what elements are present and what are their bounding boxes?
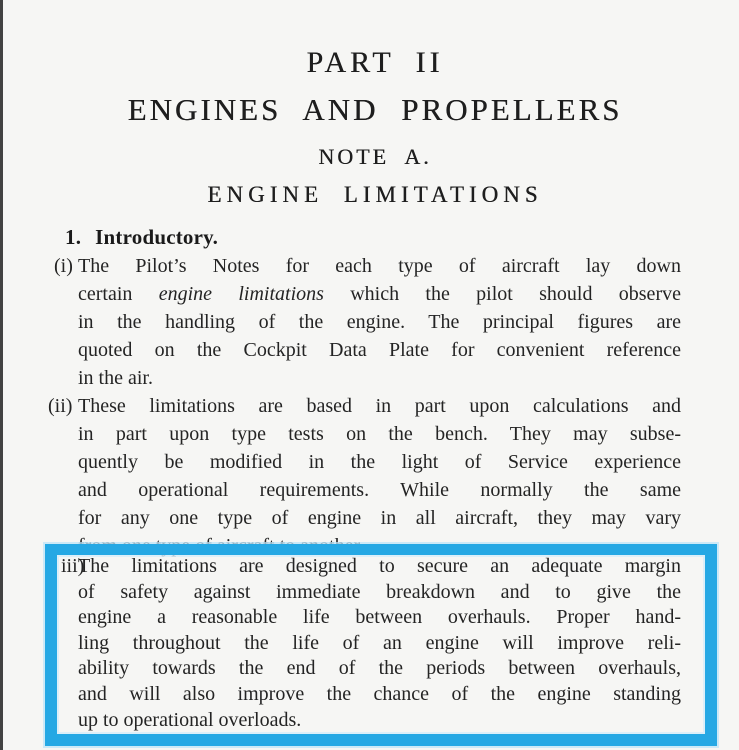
intro-heading-number: 1. (65, 225, 82, 249)
text-line: certain engine limitations which the pilot should observe (78, 283, 681, 305)
intro-heading-text: Introductory. (95, 225, 219, 249)
text-line: from one type of aircraft to another. (78, 535, 364, 557)
text-line: in the air. (78, 367, 153, 389)
scan-edge-artifact (0, 0, 3, 750)
text-line: in the handling of the engine. The principal figures are (78, 311, 681, 333)
text-line: of safety against immediate breakdown and to give the (78, 580, 681, 603)
paragraph-label: (ii) (48, 395, 73, 417)
text-line: ling throughout the life of an engine will improve reli- (78, 631, 681, 654)
text-line: ability towards the end of the periods between overhauls, (78, 657, 681, 680)
paragraph (45, 252, 705, 392)
section-title: ENGINES AND PROPELLERS (127, 92, 623, 127)
subject-title: ENGINE LIMITATIONS (207, 182, 543, 207)
text-line: for any one type of engine in all aircraft, they may vary (78, 507, 681, 529)
paragraph (45, 392, 705, 560)
text-line: and operational requirements. While normally the same (78, 479, 681, 501)
note-title: NOTE A. (318, 144, 432, 169)
text-line: quently be modified in the light of Service experience (78, 451, 681, 473)
document-content (45, 0, 705, 248)
text-line: up to operational overloads. (78, 708, 302, 731)
intro-heading (65, 227, 705, 248)
text-line: quoted on the Cockpit Data Plate for convenient reference (78, 339, 681, 361)
paragraphs (45, 252, 705, 733)
text-line: These limitations are based in part upon calculations and (78, 395, 681, 417)
text-line: in part upon type tests on the bench. They may subse- (78, 423, 681, 445)
text-line: The limitations are designed to secure an adequate margin (78, 555, 681, 577)
text-line: and will also improve the chance of the engine standing (78, 682, 681, 705)
paragraph (45, 554, 705, 733)
paragraph-label: iii) (61, 555, 85, 577)
text-line: engine a reasonable life between overhauls. Proper hand- (78, 606, 681, 629)
part-title: PART II (306, 46, 444, 79)
text-line: The Pilot’s Notes for each type of aircraft lay down (78, 255, 681, 277)
paragraph-label: (i) (54, 255, 73, 277)
